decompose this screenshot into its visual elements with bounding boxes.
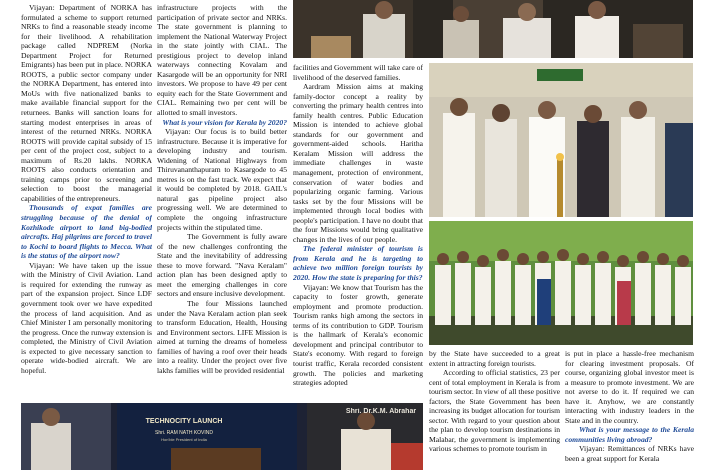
column-3-paragraph-3: Vijayan: We know that Tourism has the capacity to foster growth, generate employment and promote production. Tourism ranks high among the sectors in terms of its contribution to GDP. Tourism is the hallmark of Kerala's economic development and principal contributor to State's economy. With regard to foreign tourist traffic, Kerala recorded consistent growth. The policies and marketing strategies adopted: [293, 282, 423, 388]
column-2-paragraph-3: The Government is fully aware of the new challenges confronting the State and the inevitability of addressing these to move forward. "Nava Keralam" action plan has been designed aptly to meet the emerging challenges in core sectors and ensure inclusive development.: [157, 232, 287, 299]
photo-technocity-launch: [21, 403, 423, 470]
column-4-paragraph-1: by the State have succeeded to a great extent in attracting foreign tourists.: [429, 349, 560, 368]
article-column-4: [429, 349, 560, 470]
answer-airport: Vijayan: We have taken up the issue with the Ministry of Civil Aviation. Land is required for extending the runway as part of the expansion project. Since LDF government took over we have expedited the process of land acquisition. And as Chief Minister I am personally monitoring the progress. Once the runway extension is completed, the Ministry of Civil Aviation is expected to give necessary sanction to operate wide-bodied aircraft. We are hopeful.: [21, 260, 152, 375]
question-message: What is your message to the Kerala communities living abroad?: [565, 425, 694, 444]
question-vision: What is your vision for Kerala by 2020?: [162, 117, 287, 127]
article-column-2: [157, 3, 287, 398]
article-column-1: [21, 3, 152, 398]
column-1-paragraph: Vijayan: Department of NORKA has formulated a scheme to support returned NRKs to find a reasonable steady income for their livelihood. A rehabilitation package called NDPREM (Norka Department Project for Returned Emigrants) has been put in place. NORKA ROOTS, a public sector company under the NORKA Department, has entered into MoUs with five nationalized banks to make available financial support for the returnees. Banks will sanction loans for starting modest enterprises in areas of interest of the returned NRKs. NORKA ROOTS will provide capital subsidy of 15 per cent of the project cost, subject to a maximum of Rs.20 lakhs. NORKA ROOTS also conducts orientation and training camps prior to screening and selection to boost the managerial capabilities of the entrepreneurs.: [21, 3, 152, 203]
column-2-paragraph-1: infrastructure projects with the participation of private sector and NRKs. The state government is planning to implement the National Waterway Project in the state jointly with CIAL. The prestigious project to develop inland waterways connecting Kovalam and Kasargode will be an opportunity for NRI investors. We propose to have 49 per cent equity each for the State Government and CIAL. Remaining two per cent will be allotted to small investors.: [157, 3, 287, 118]
column-4-paragraph-2: According to official statistics, 23 per cent of total employment in Kerala is from tourism sector. In view of all these positive factors, the State Government has been increasing its budget allocation for tourism sector. With regard to your question about the plan to develop tourism destinations in Malabar, the government is implementing various schemes to promote tourism in: [429, 368, 560, 454]
photo-group-on-stage: [429, 221, 693, 345]
banner-chief-guest: Shri. RAM NATH KOVIND: [155, 430, 213, 436]
banner-title: TECHNOCITY LAUNCH: [145, 418, 223, 425]
column-3-paragraph-2: Aardram Mission aims at making family-doctor concept a reality by converting the primary health centres into family health centres. Public Education Mission is intended to achieve global standards for our government and government-aided schools. Haritha Keralam Mission will address the immediate challenges in waste management, protection of environment, conservation of water bodies and popularizing organic farming. Various tasks set by the four Missions will be implemented through local bodies with people's participation. I have no doubt that the four Missions would bring qualitative changes in the lives of our people.: [293, 82, 423, 244]
article-column-5: [565, 349, 694, 470]
banner-chief-guest-title: Hon'ble President of India: [161, 437, 207, 442]
nameplate: Shri. Dr.K.M. Abrahar: [345, 408, 417, 415]
column-5-paragraph-1: is put in place a hassle-free mechanism for clearing investment proposals. Of course, organizing global investor meet is a measure to promote investment. We are not averse to do it. If required we can have it. Anyhow, we are constantly interacting with industry leaders in the State and in the country.: [565, 349, 694, 425]
question-airport: Thousands of expat families are struggling because of the denial of Kozhikode airport to land big-bodied aircrafts. Haj pilgrims are forced to travel to Kochi to board flights to Mecca. What is the status of the airport now?: [21, 203, 152, 261]
column-3-paragraph-1: facilities and Government will take care of livelihood of the deserved families.: [293, 63, 423, 82]
column-5-paragraph-2: Vijayan: Remittances of NRKs have been a great support for Kerala: [565, 444, 694, 464]
question-tourism: The federal minister of tourism is from Kerala and he is targeting to achieve two million foreign tourists by 2020. How the state is preparing for this?: [293, 244, 423, 283]
photo-lamp-lighting: [429, 63, 693, 217]
article-column-3: [293, 63, 423, 398]
column-2-paragraph-2: Vijayan: Our focus is to build better infrastructure. Because it is imperative for developing industry and tourism. Widening of National Highways from Thiruvananthapuram to Kasargode to 45 metres is on the fast track. We expect that it would be completed by 2018. GAIL's natural gas pipeline project also progressing well. We are determined to complete the ongoing infrastructure projects within the stipulated time.: [157, 127, 287, 232]
column-2-paragraph-4: The four Missions launched under the Nava Keralam action plan seek to transform Education, Health, Housing and Environment sectors. LIFE Mission is aimed at turning the dreams of homeless families of having a roof over their heads into a reality. Under the project over five lakhs families will be provided residential: [157, 298, 287, 375]
photo-officials-meeting: [293, 0, 693, 58]
